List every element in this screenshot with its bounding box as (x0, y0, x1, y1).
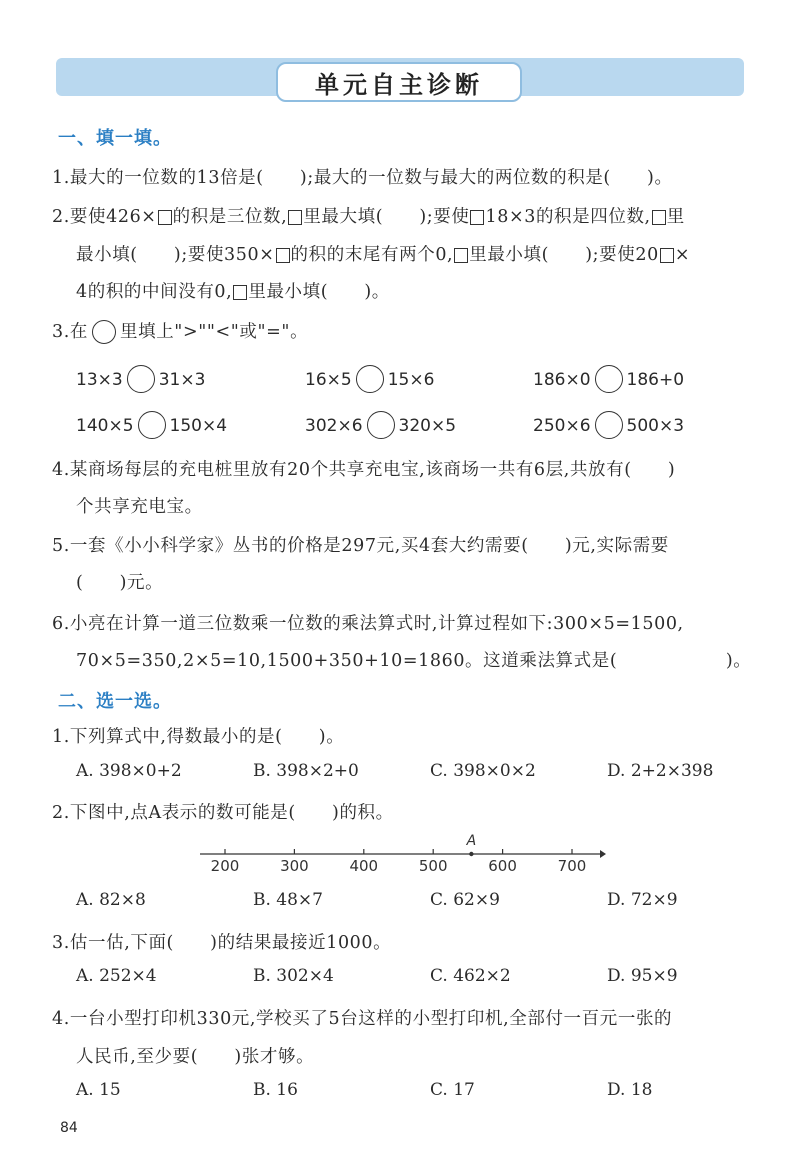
choice-3-option-b[interactable]: B. 302×4 (253, 966, 334, 986)
number-line-tick-label: 400 (349, 857, 379, 875)
q2-text: 里最小填( )。 (248, 282, 390, 302)
choice-2-option-d[interactable]: D. 72×9 (607, 890, 678, 910)
blank-box[interactable] (233, 285, 247, 300)
question-4-line-2: 个共享充电宝。 (76, 497, 203, 517)
choice-2-option-a[interactable]: A. 82×8 (76, 890, 146, 910)
question-2-line-2 (76, 241, 690, 266)
compare-item (76, 365, 205, 393)
question-4-line-1: 4.某商场每层的充电桩里放有20个共享充电宝,该商场一共有6层,共放有( ) (52, 460, 676, 480)
q2-text: 4的积的中间没有0, (76, 282, 233, 302)
question-2-line-3 (76, 278, 390, 303)
blank-box[interactable] (276, 248, 290, 263)
question-5-line-2: ( )元。 (76, 573, 164, 593)
choice-3-option-d[interactable]: D. 95×9 (607, 966, 678, 986)
compare-left: 16×5 (305, 370, 352, 390)
q2-text: × (674, 245, 691, 265)
compare-right: 150×4 (169, 416, 228, 436)
question-2-line-1 (52, 203, 685, 228)
choice-4-line-2: 人民币,至少要( )张才够。 (76, 1047, 315, 1067)
choice-1-option-d[interactable]: D. 2+2×398 (607, 761, 714, 781)
page-number: 84 (60, 1120, 78, 1136)
choice-1-option-c[interactable]: C. 398×0×2 (430, 761, 536, 781)
number-line-tick-label: 300 (280, 857, 309, 875)
compare-left: 302×6 (305, 416, 363, 436)
choice-4-option-b[interactable]: B. 16 (253, 1080, 298, 1100)
choice-4-line-1: 4.一台小型打印机330元,学校买了5台这样的小型打印机,全部付一百元一张的 (52, 1009, 673, 1029)
compare-right: 320×5 (398, 416, 457, 436)
compare-circle[interactable] (127, 365, 155, 393)
compare-item (305, 411, 456, 439)
blank-box[interactable] (652, 210, 666, 225)
compare-right: 186+0 (626, 370, 685, 390)
choice-2-option-b[interactable]: B. 48×7 (253, 890, 323, 910)
q3-text: 里填上">""<"或"="。 (120, 322, 309, 342)
compare-circle[interactable] (138, 411, 166, 439)
question-6-line-2: 70×5=350,2×5=10,1500+350+10=1860。这道乘法算式是( )。 (76, 651, 752, 671)
q2-text: 的积的末尾有两个0, (290, 245, 454, 265)
section-heading-choose: 二、选一选。 (58, 691, 172, 712)
q2-text: 里 (666, 207, 685, 227)
question-3 (52, 318, 308, 344)
number-line-tick-label: 600 (488, 857, 517, 875)
choice-3-option-c[interactable]: C. 462×2 (430, 966, 511, 986)
q3-text: 3.在 (52, 322, 88, 342)
compare-circle[interactable] (595, 365, 623, 393)
question-6-line-1: 6.小亮在计算一道三位数乘一位数的乘法算式时,计算过程如下:300×5=1500, (52, 614, 684, 634)
number-line-tick-label: 200 (210, 857, 240, 875)
number-line-point (469, 852, 473, 856)
compare-right: 15×6 (387, 370, 435, 390)
choice-4-option-c[interactable]: C. 17 (430, 1080, 475, 1100)
page-title: 单元自主诊断 (276, 62, 522, 102)
blank-box[interactable] (288, 210, 302, 225)
choice-2-option-c[interactable]: C. 62×9 (430, 890, 500, 910)
q2-text: 18×3的积是四位数, (485, 207, 651, 227)
compare-left: 13×3 (76, 370, 123, 390)
number-line (190, 828, 610, 878)
compare-item (305, 365, 434, 393)
choice-4-option-d[interactable]: D. 18 (607, 1080, 653, 1100)
q2-text: 2.要使426× (52, 207, 157, 227)
compare-circle[interactable] (595, 411, 623, 439)
compare-circle[interactable] (367, 411, 395, 439)
question-1: 1.最大的一位数的13倍是( );最大的一位数与最大的两位数的积是( )。 (52, 168, 673, 188)
compare-circle[interactable] (92, 320, 116, 344)
choice-4-option-a[interactable]: A. 15 (76, 1080, 121, 1100)
number-line-arrow (600, 850, 606, 858)
compare-right: 500×3 (626, 416, 685, 436)
section-heading-fill: 一、填一填。 (58, 128, 172, 149)
q2-text: 的积是三位数, (172, 207, 288, 227)
compare-circle[interactable] (356, 365, 384, 393)
compare-left: 250×6 (533, 416, 591, 436)
compare-item (533, 365, 684, 393)
q2-text: 里最小填( );要使20 (469, 245, 659, 265)
number-line-tick-label: 500 (418, 857, 448, 875)
choice-2-question: 2.下图中,点A表示的数可能是( )的积。 (52, 803, 394, 823)
choice-1-option-b[interactable]: B. 398×2+0 (253, 761, 359, 781)
blank-box[interactable] (660, 248, 674, 263)
q2-text: 最小填( );要使350× (76, 245, 275, 265)
number-line-point-label: A (466, 833, 477, 849)
choice-3-question: 3.估一估,下面( )的结果最接近1000。 (52, 933, 392, 953)
choice-1-option-a[interactable]: A. 398×0+2 (76, 761, 182, 781)
blank-box[interactable] (454, 248, 468, 263)
choice-1-question: 1.下列算式中,得数最小的是( )。 (52, 727, 345, 747)
q2-text: 里最大填( );要使 (303, 207, 470, 227)
compare-left: 186×0 (533, 370, 591, 390)
blank-box[interactable] (158, 210, 172, 225)
compare-right: 31×3 (158, 370, 206, 390)
compare-left: 140×5 (76, 416, 134, 436)
number-line-tick-label: 700 (557, 857, 587, 875)
choice-3-option-a[interactable]: A. 252×4 (76, 966, 157, 986)
question-5-line-1: 5.一套《小小科学家》丛书的价格是297元,买4套大约需要( )元,实际需要 (52, 536, 669, 556)
blank-box[interactable] (470, 210, 484, 225)
compare-item (76, 411, 227, 439)
compare-item (533, 411, 684, 439)
